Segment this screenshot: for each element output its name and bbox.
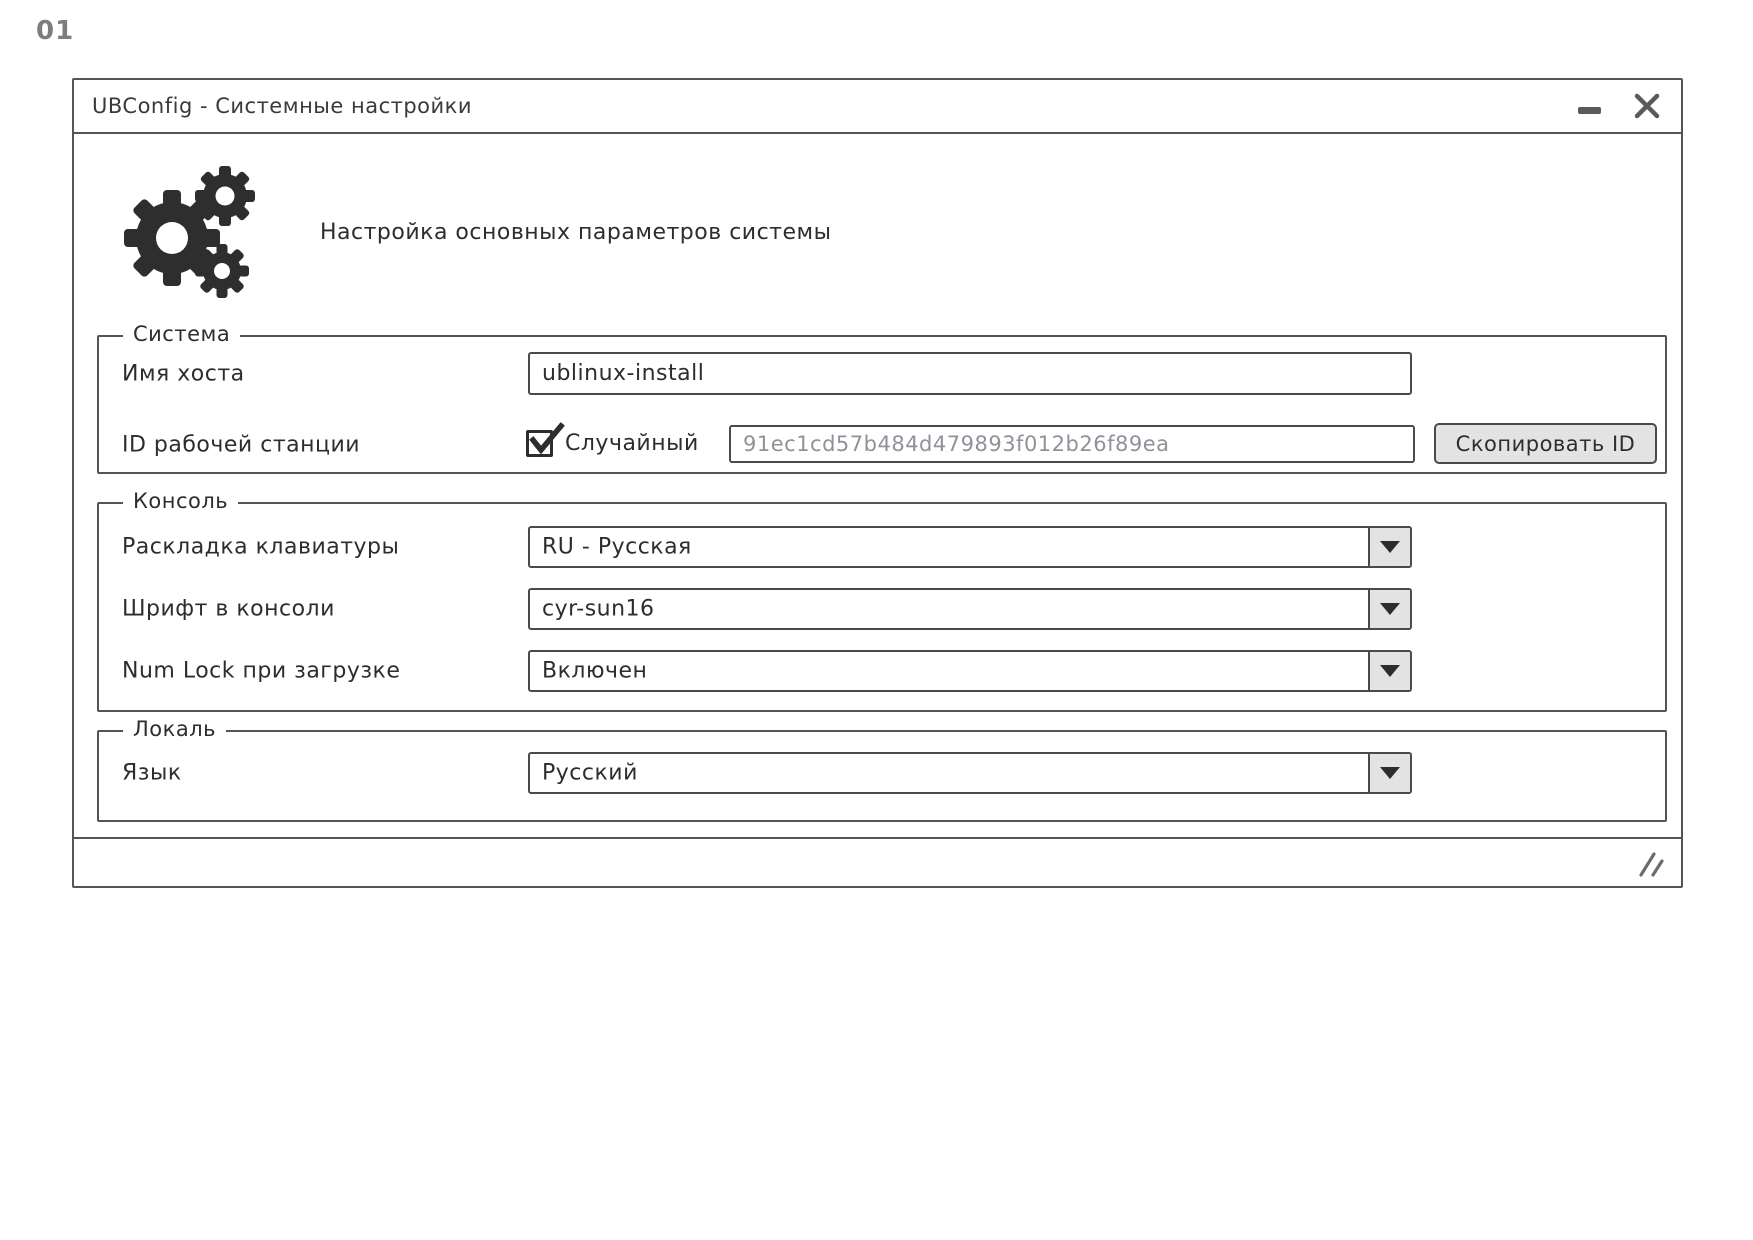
group-locale — [97, 717, 1667, 822]
close-icon — [1634, 93, 1660, 119]
station-id-input[interactable] — [729, 425, 1415, 463]
group-system-legend: Система — [123, 322, 240, 346]
language-value: Русский — [542, 760, 638, 786]
keyboard-layout-label: Раскладка клавиатуры — [122, 534, 400, 560]
header-subtitle: Настройка основных параметров системы — [320, 220, 832, 245]
hostname-input[interactable] — [528, 352, 1412, 395]
gears-icon — [118, 156, 266, 306]
title-bar — [74, 80, 1681, 134]
window-title: UBConfig - Системные настройки — [92, 94, 473, 118]
console-font-dropdown-button[interactable] — [1368, 590, 1410, 628]
language-dropdown-button[interactable] — [1368, 754, 1410, 792]
group-system — [97, 322, 1667, 474]
status-bar — [74, 837, 1681, 886]
numlock-select[interactable] — [528, 650, 1412, 692]
chevron-down-icon — [1380, 767, 1400, 779]
language-select[interactable] — [528, 752, 1412, 794]
group-console-legend: Консоль — [123, 489, 238, 513]
keyboard-layout-value: RU - Русская — [542, 534, 692, 560]
random-id-checkbox[interactable] — [526, 430, 699, 457]
resize-grip-icon[interactable] — [1635, 850, 1667, 878]
numlock-value: Включен — [542, 658, 648, 684]
chevron-down-icon — [1380, 603, 1400, 615]
language-label: Язык — [122, 760, 182, 786]
chevron-down-icon — [1380, 541, 1400, 553]
numlock-dropdown-button[interactable] — [1368, 652, 1410, 690]
app-window — [72, 78, 1683, 888]
hostname-label: Имя хоста — [122, 361, 245, 387]
page-number-label: 01 — [36, 16, 75, 46]
keyboard-layout-select[interactable] — [528, 526, 1412, 568]
check-icon — [530, 423, 564, 457]
console-font-value: cyr-sun16 — [542, 596, 655, 622]
numlock-label: Num Lock при загрузке — [122, 658, 401, 684]
console-font-label: Шрифт в консоли — [122, 596, 335, 622]
group-locale-legend: Локаль — [123, 717, 226, 741]
window-controls — [1573, 90, 1663, 122]
checkbox-box — [526, 430, 553, 457]
random-id-checkbox-label: Случайный — [565, 431, 699, 456]
chevron-down-icon — [1380, 665, 1400, 677]
keyboard-layout-dropdown-button[interactable] — [1368, 528, 1410, 566]
copy-id-button[interactable]: Скопировать ID — [1434, 423, 1657, 464]
station-id-label: ID рабочей станции — [122, 432, 361, 458]
minimize-button[interactable] — [1573, 90, 1605, 122]
console-font-select[interactable] — [528, 588, 1412, 630]
minimize-icon — [1578, 107, 1601, 114]
close-button[interactable] — [1631, 90, 1663, 122]
group-console — [97, 489, 1667, 712]
